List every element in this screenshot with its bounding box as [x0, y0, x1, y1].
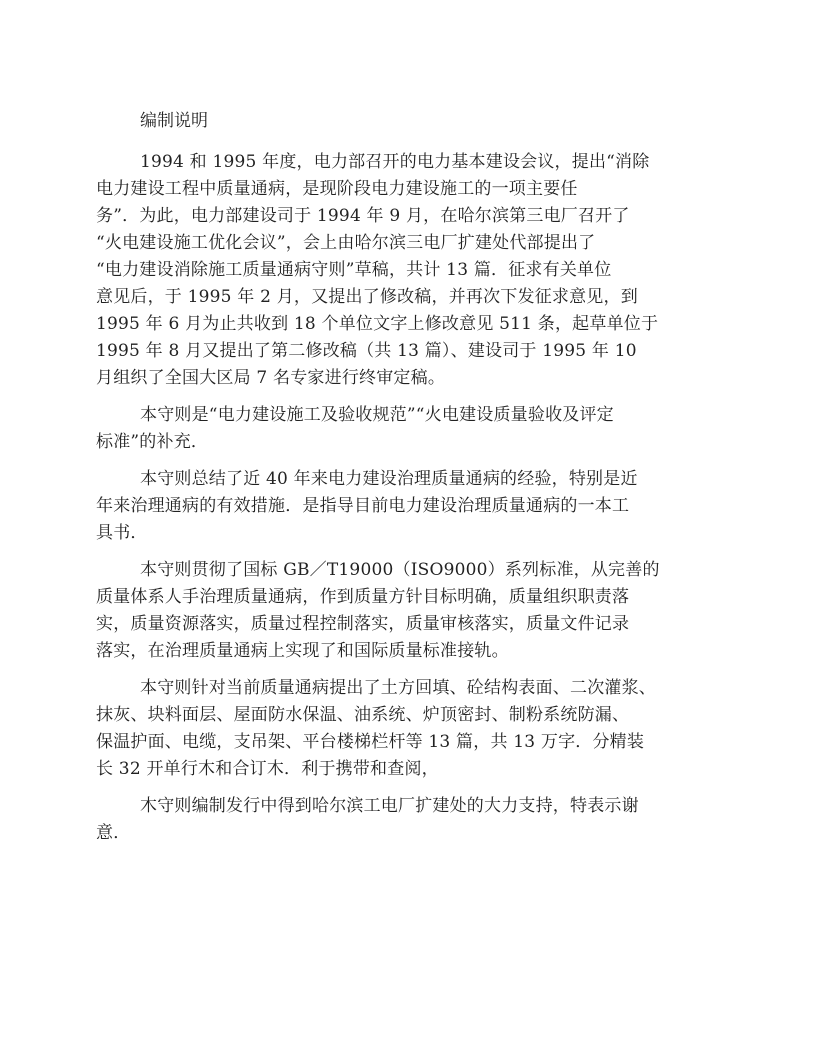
- paragraph-standards: [96, 557, 726, 665]
- paragraph-background: [96, 149, 726, 392]
- text-line: 月组织了全国大区局 7 名专家进行终审定稿。: [96, 368, 446, 388]
- paragraph-contents: [96, 675, 726, 783]
- paragraph-supplement: [96, 402, 726, 456]
- text-line: 电力建设工程中质量通病，是现阶段电力建设施工的一项主要任: [96, 179, 578, 199]
- text-line: 本守则总结了近 40 年来电力建设治理质量通病的经验，特别是近: [140, 469, 638, 489]
- text-line: 本守则是“电力建设施工及验收规范”“火电建设质量验收及评定: [140, 405, 614, 425]
- text-line: 具书．: [96, 523, 148, 543]
- text-line: 意．: [96, 823, 131, 843]
- paragraph-acknowledgement: [96, 793, 726, 847]
- text-line: 1994 和 1995 年度，电力部召开的电力基本建设会议，提出“消除: [140, 152, 650, 172]
- document-title: 编制说明: [140, 111, 208, 131]
- text-line: 1995 年 8 月又提出了第二修改稿（共 13 篇）、建设司于 1995 年 10: [96, 341, 637, 361]
- paragraph-experience: [96, 466, 726, 547]
- text-line: 务”．为此，电力部建设司于 1994 年 9 月，在哈尔滨第三电厂召开了: [96, 206, 630, 226]
- text-line: 本守则贯彻了国标 GB／T19000（ISO9000）系列标准，从完善的: [140, 560, 660, 580]
- text-line: 抹灰、块料面层、屋面防水保温、油系统、炉顶密封、制粉系统防漏、: [96, 705, 630, 725]
- text-line: 长 32 开单行木和合订木．利于携带和查阅，: [96, 759, 439, 779]
- text-line: 意见后，于 1995 年 2 月，又提出了修改稿，并再次下发征求意见，到: [96, 287, 638, 307]
- text-line: 保温护面、电缆，支吊架、平台楼梯栏杆等 13 篇，共 13 万字．分精装: [96, 732, 645, 752]
- text-line: 质量体系人手治理质量通病，作到质量方针目标明确，质量组织职责落: [96, 587, 630, 607]
- text-line: “火电建设施工优化会议”，会上由哈尔滨三电厂扩建处代部提出了: [96, 233, 596, 253]
- text-line: 1995 年 6 月为止共收到 18 个单位文字上修改意见 511 条，起草单位于: [96, 314, 659, 334]
- document-page: [96, 108, 726, 857]
- text-line: 实，质量资源落实，质量过程控制落实，质量审核落实，质量文件记录: [96, 614, 630, 634]
- text-line: 标准”的补充．: [96, 432, 209, 452]
- text-line: 年来治理通病的有效措施．是指导目前电力建设治理质量通病的一本工: [96, 496, 630, 516]
- text-line: 木守则编制发行中得到哈尔滨工电厂扩建处的大力支持，特表示谢: [140, 796, 639, 816]
- text-line: “电力建设消除施工质量通病守则”草稿，共计 13 篇．征求有关单位: [96, 260, 612, 280]
- text-line: 落实，在治理质量通病上实现了和国际质量标准接轨。: [96, 641, 509, 661]
- text-line: 本守则针对当前质量通病提出了土方回填、砼结构表面、二次灌浆、: [140, 678, 656, 698]
